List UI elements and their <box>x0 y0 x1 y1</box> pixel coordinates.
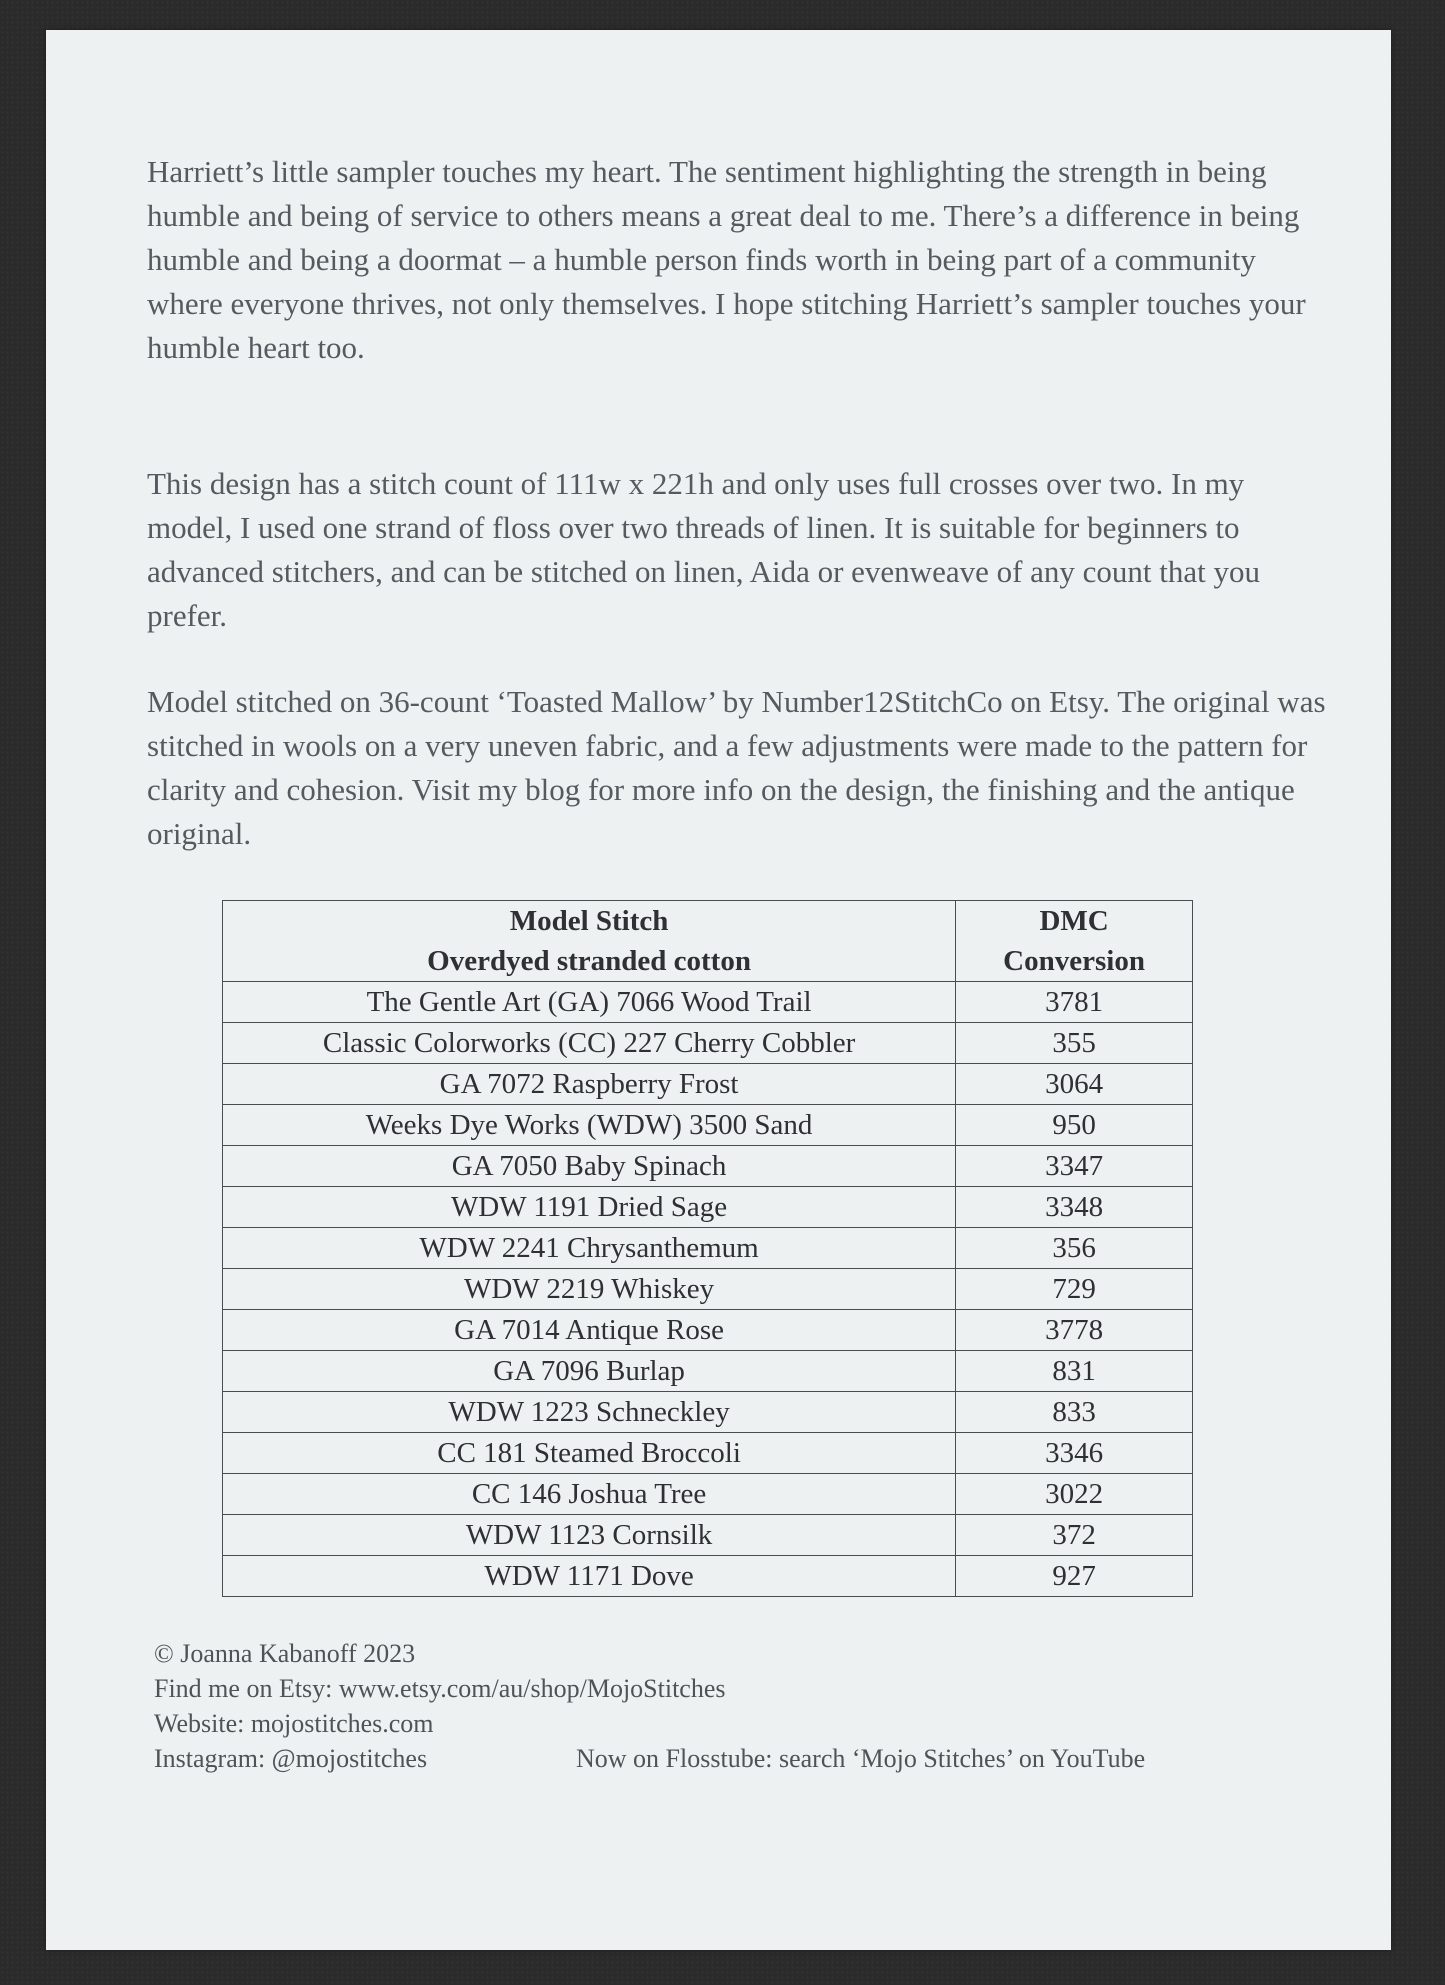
dmc-cell: 3348 <box>956 1187 1193 1228</box>
table-row <box>223 1433 1193 1474</box>
table-row <box>223 1474 1193 1515</box>
model-stitch-cell: WDW 1123 Cornsilk <box>223 1515 956 1556</box>
intro-paragraph-3: Model stitched on 36-count ‘Toasted Mallow’ by Number12StitchCo on Etsy. The original was stitched in wools on a very uneven fabric, and a few adjustments were made to the pattern for clarity and cohesion. Visit my blog for more info on the design, the finishing and the antique original. <box>147 684 1326 851</box>
header-dmc-line1: DMC <box>1039 905 1109 937</box>
dmc-cell: 927 <box>956 1556 1193 1597</box>
table-row <box>223 1023 1193 1064</box>
dmc-cell: 356 <box>956 1228 1193 1269</box>
model-stitch-cell: Classic Colorworks (CC) 227 Cherry Cobbler <box>223 1023 956 1064</box>
table-row <box>223 1187 1193 1228</box>
intro-paragraph-1: Harriett’s little sampler touches my heart. The sentiment highlighting the strength in being humble and being of service to others means a great deal to me. There’s a difference in being humble and being a doormat – a humble person finds worth in being part of a community where everyone thrives, not only themselves. I hope stitching Harriett’s sampler touches your humble heart too. <box>147 154 1306 365</box>
thread-conversion-table <box>222 900 1193 1597</box>
header-dmc-line2: Conversion <box>1003 945 1145 977</box>
model-stitch-cell: WDW 1191 Dried Sage <box>223 1187 956 1228</box>
table-row <box>223 1146 1193 1187</box>
flosstube-note: Now on Flosstube: search ‘Mojo Stitches’ on YouTube <box>576 1744 1146 1773</box>
model-stitch-cell: GA 7072 Raspberry Frost <box>223 1064 956 1105</box>
model-stitch-cell: Weeks Dye Works (WDW) 3500 Sand <box>223 1105 956 1146</box>
table-row <box>223 982 1193 1023</box>
header-model-stitch-line1: Model Stitch <box>509 905 669 937</box>
intro-paragraph-2: This design has a stitch count of 111w x 221h and only uses full crosses over two. In my model, I used one strand of floss over two threads of linen. It is suitable for beginners to advanced stitchers, and can be stitched on linen, Aida or evenweave of any count that you prefer. <box>147 466 1261 633</box>
dmc-cell: 3022 <box>956 1474 1193 1515</box>
dmc-cell: 3346 <box>956 1433 1193 1474</box>
header-model-stitch <box>223 901 956 982</box>
dmc-cell: 3778 <box>956 1310 1193 1351</box>
table-row <box>223 1064 1193 1105</box>
dmc-cell: 831 <box>956 1351 1193 1392</box>
header-dmc-conversion <box>956 901 1193 982</box>
dmc-cell: 372 <box>956 1515 1193 1556</box>
header-model-stitch-line2: Overdyed stranded cotton <box>427 945 751 977</box>
copyright-text: © Joanna Kabanoff 2023 <box>154 1639 416 1668</box>
instagram-handle: Instagram: @mojostitches <box>154 1744 428 1773</box>
table-row <box>223 1310 1193 1351</box>
table-row <box>223 1392 1193 1433</box>
dmc-cell: 833 <box>956 1392 1193 1433</box>
model-stitch-cell: WDW 2241 Chrysanthemum <box>223 1228 956 1269</box>
model-stitch-cell: WDW 2219 Whiskey <box>223 1269 956 1310</box>
dmc-cell: 3347 <box>956 1146 1193 1187</box>
table-header-row <box>223 901 1193 982</box>
table-row <box>223 1556 1193 1597</box>
model-stitch-cell: GA 7014 Antique Rose <box>223 1310 956 1351</box>
dmc-cell: 3064 <box>956 1064 1193 1105</box>
dmc-cell: 355 <box>956 1023 1193 1064</box>
table-row <box>223 1351 1193 1392</box>
model-stitch-cell: WDW 1171 Dove <box>223 1556 956 1597</box>
model-stitch-cell: GA 7096 Burlap <box>223 1351 956 1392</box>
etsy-link: Find me on Etsy: www.etsy.com/au/shop/MojoStitches <box>154 1674 726 1703</box>
table-row <box>223 1105 1193 1146</box>
model-stitch-cell: CC 181 Steamed Broccoli <box>223 1433 956 1474</box>
document-page <box>46 30 1391 1950</box>
model-stitch-cell: WDW 1223 Schneckley <box>223 1392 956 1433</box>
table-row <box>223 1228 1193 1269</box>
dmc-cell: 729 <box>956 1269 1193 1310</box>
table-row <box>223 1515 1193 1556</box>
model-stitch-cell: GA 7050 Baby Spinach <box>223 1146 956 1187</box>
table-row <box>223 1269 1193 1310</box>
website-link: Website: mojostitches.com <box>154 1709 434 1738</box>
model-stitch-cell: CC 146 Joshua Tree <box>223 1474 956 1515</box>
table-body <box>223 982 1193 1597</box>
dmc-cell: 950 <box>956 1105 1193 1146</box>
model-stitch-cell: The Gentle Art (GA) 7066 Wood Trail <box>223 982 956 1023</box>
dmc-cell: 3781 <box>956 982 1193 1023</box>
